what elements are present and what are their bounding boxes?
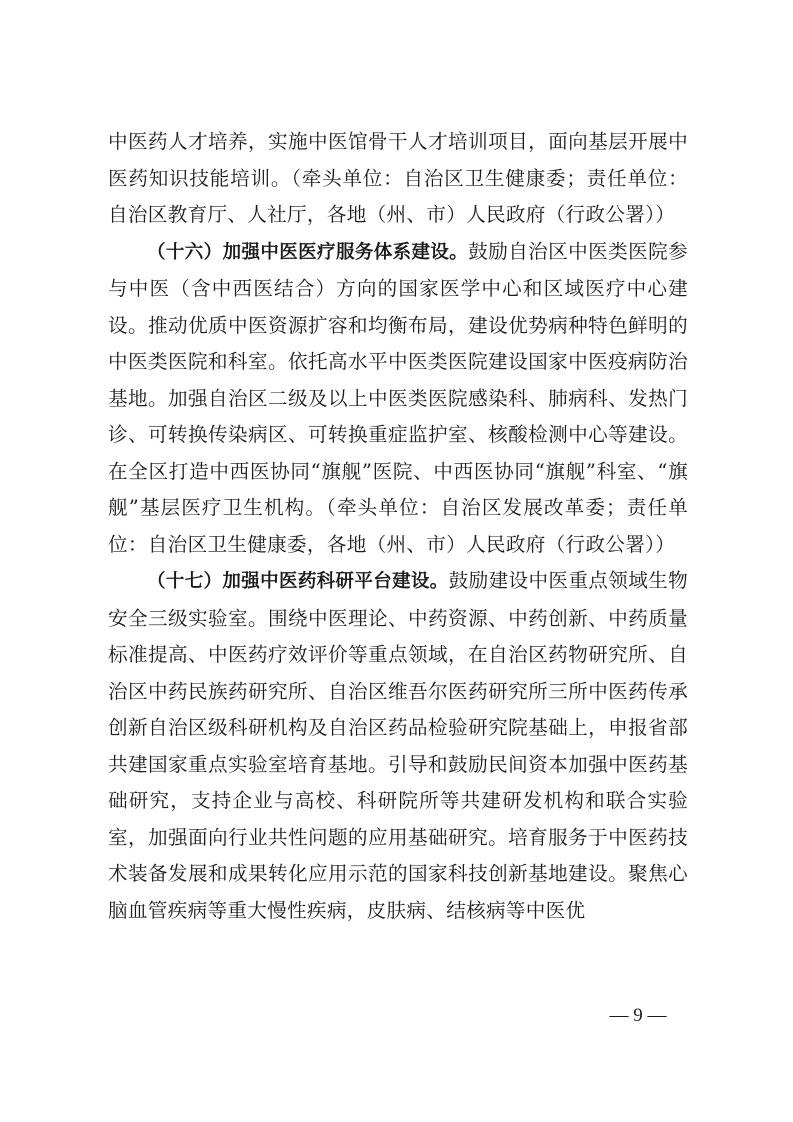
section-heading: （十七）加强中医药科研平台建设。 — [147, 571, 449, 592]
paragraph-text: 中医药人才培养，实施中医馆骨干人才培训项目，面向基层开展中医药知识技能培训。（牵头单位：自治区卫生健康委；责任单位：自治区教育厅、人社厅，各地（州、市）人民政府（行政公署）） — [108, 130, 688, 226]
body-text — [108, 124, 688, 929]
paragraph-text: 鼓励自治区中医类医院参与中医（含中西医结合）方向的国家医学中心和区域医疗中心建设。推动优质中医资源扩容和均衡布局，建设优势病种特色鲜明的中医类医院和科室。依托高水平中医类医院建设国家中医疫病防治基地。加强自治区二级及以上中医类医院感染科、肺病科、发热门诊、可转换传染病区、可转换重症监护室、核酸检测中心等建设。在全区打造中西医协同“旗舰”医院、中西医协同“旗舰”科室、“旗舰”基层医疗卫生机构。（牵头单位：自治区发展改革委；责任单位：自治区卫生健康委，各地（州、市）人民政府（行政公署）） — [108, 239, 688, 556]
paragraph-section-17 — [108, 563, 688, 929]
paragraph-continuation — [108, 124, 688, 234]
page-number: — 9 — — [609, 1005, 667, 1026]
section-heading: （十六）加强中医医疗服务体系建设。 — [147, 241, 469, 263]
paragraph-text: 鼓励建设中医重点领域生物安全三级实验室。围绕中医理论、中药资源、中药创新、中药质量标准提高、中医药疗效评价等重点领域，在自治区药物研究所、自治区中药民族药研究所、自治区维吾尔医药研究所三所中医药传承创新自治区级科研机构及自治区药品检验研究院基础上，申报省部共建国家重点实验室培育基地。引导和鼓励民间资本加强中医药基础研究，支持企业与高校、科研院所等共建研发机构和联合实验室，加强面向行业共性问题的应用基础研究。培育服务于中医药技术装备发展和成果转化应用示范的国家科技创新基地建设。聚焦心脑血管疾病等重大慢性疾病，皮肤病、结核病等中医优 — [108, 569, 688, 922]
paragraph-section-16 — [108, 234, 688, 564]
